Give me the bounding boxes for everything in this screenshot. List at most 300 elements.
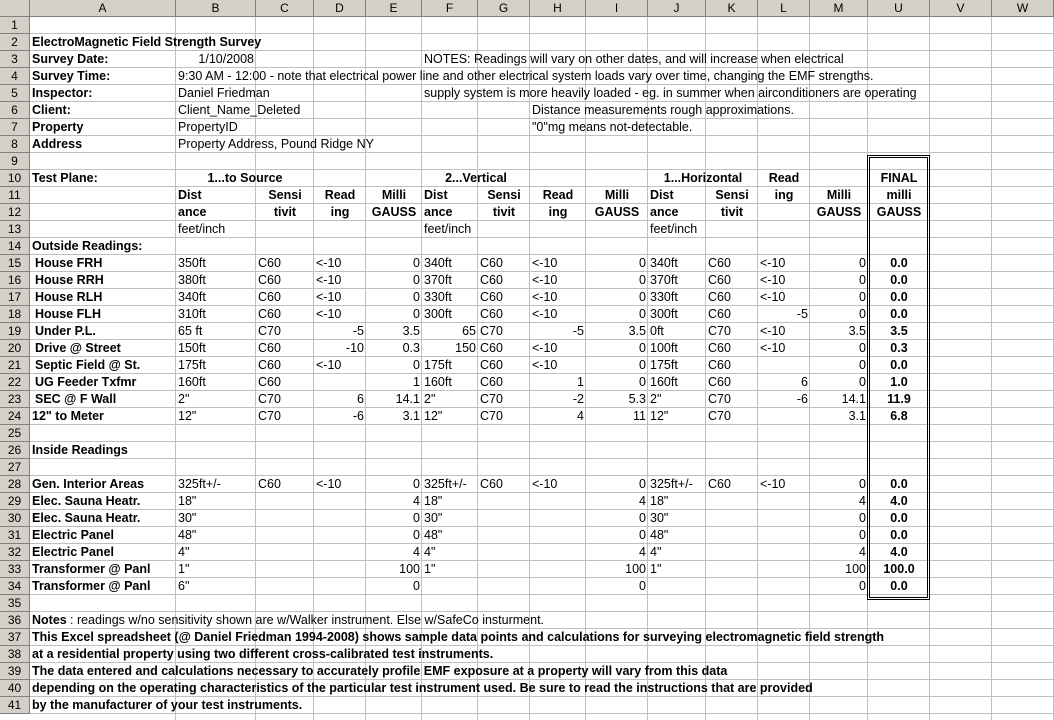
cell-d24[interactable]: -6 <box>352 409 364 423</box>
cell-l11[interactable]: ing <box>774 188 794 202</box>
cell-c28[interactable]: C60 <box>258 477 281 491</box>
column-header-l[interactable]: L <box>758 0 810 17</box>
cell-l22[interactable]: 6 <box>801 375 808 389</box>
cell-b13[interactable]: feet/inch <box>178 222 226 236</box>
sheet-title[interactable]: ElectroMagnetic Field Strength Survey <box>32 35 262 49</box>
cell-f24[interactable]: 12" <box>424 409 443 423</box>
column-header-m[interactable]: M <box>810 0 868 17</box>
cell-h6[interactable]: Distance measurements rough approximations. <box>532 103 794 117</box>
footer-line-38[interactable]: at a residential property using two different cross-calibrated test instruments. <box>32 647 494 661</box>
cell-i20[interactable]: 0 <box>639 341 646 355</box>
row-label[interactable]: House FLH <box>35 307 101 321</box>
cell-e31[interactable]: 0 <box>413 528 420 542</box>
cell-j34[interactable] <box>648 578 652 595</box>
cell-k22[interactable]: C60 <box>708 375 731 389</box>
cell-l29[interactable] <box>758 493 810 510</box>
cell-a7[interactable]: Property <box>32 120 84 134</box>
cell-l15[interactable]: <-10 <box>760 256 786 270</box>
cell-h17[interactable]: <-10 <box>532 290 558 304</box>
cell-c20[interactable]: C60 <box>258 341 281 355</box>
cell-h7[interactable]: "0"mg means not-detectable. <box>532 120 693 134</box>
row-header-6[interactable]: 6 <box>0 102 30 119</box>
cell-m11[interactable]: Milli <box>826 188 852 202</box>
cell-e22[interactable]: 1 <box>413 375 420 389</box>
cell-f12[interactable]: ance <box>424 205 453 219</box>
row-header-26[interactable]: 26 <box>0 442 30 459</box>
cell-g23[interactable]: C70 <box>480 392 503 406</box>
row-header-28[interactable]: 28 <box>0 476 30 493</box>
cell-f16[interactable]: 370ft <box>424 273 452 287</box>
cell-i15[interactable]: 0 <box>639 256 646 270</box>
cell-i33[interactable]: 100 <box>625 562 646 576</box>
final-value[interactable]: 6.8 <box>890 409 908 423</box>
cell-d19[interactable]: -5 <box>352 324 364 338</box>
row-label[interactable]: Drive @ Street <box>35 341 121 355</box>
cell-g21[interactable]: C60 <box>480 358 503 372</box>
cell-l19[interactable]: <-10 <box>760 324 786 338</box>
cell-e23[interactable]: 14.1 <box>395 392 420 406</box>
final-value[interactable]: 100.0 <box>883 562 915 576</box>
row-header-29[interactable]: 29 <box>0 493 30 510</box>
cell-g22[interactable]: C60 <box>480 375 503 389</box>
cell-b15[interactable]: 350ft <box>178 256 206 270</box>
cell-c30[interactable] <box>256 510 260 527</box>
cell-j32[interactable]: 4" <box>650 545 662 559</box>
cell-m20[interactable]: 0 <box>859 341 866 355</box>
cell-h33[interactable] <box>530 561 586 578</box>
cell-g29[interactable] <box>478 493 482 510</box>
cell-u12[interactable]: GAUSS <box>876 205 922 219</box>
cell-u10[interactable]: FINAL <box>880 171 918 185</box>
cell-l17[interactable]: <-10 <box>760 290 786 304</box>
cell-a6[interactable]: Client: <box>32 103 71 117</box>
final-value[interactable]: 3.5 <box>890 324 908 338</box>
row-label[interactable]: House RLH <box>35 290 103 304</box>
cell-d20[interactable]: -10 <box>345 341 364 355</box>
cell-k30[interactable] <box>706 510 710 527</box>
column-header-e[interactable]: E <box>366 0 422 17</box>
cell-k15[interactable]: C60 <box>708 256 731 270</box>
cell-d29[interactable] <box>314 493 366 510</box>
row-header-19[interactable]: 19 <box>0 323 30 340</box>
row-header-23[interactable]: 23 <box>0 391 30 408</box>
cell-c15[interactable]: C60 <box>258 256 281 270</box>
cell-m12[interactable]: GAUSS <box>816 205 862 219</box>
cell-k33[interactable] <box>706 561 710 578</box>
cell-i23[interactable]: 5.3 <box>628 392 646 406</box>
cell-k17[interactable]: C60 <box>708 290 731 304</box>
cell-j28[interactable]: 325ft+/- <box>650 477 693 491</box>
row-header-4[interactable]: 4 <box>0 68 30 85</box>
row-header-1[interactable]: 1 <box>0 17 30 34</box>
column-header-u[interactable]: U <box>868 0 930 17</box>
row-label[interactable]: SEC @ F Wall <box>35 392 117 406</box>
cell-f17[interactable]: 330ft <box>424 290 452 304</box>
final-value[interactable]: 0.0 <box>890 358 908 372</box>
cell-e30[interactable]: 0 <box>413 511 420 525</box>
row-label[interactable]: House RRH <box>35 273 104 287</box>
cell-f23[interactable]: 2" <box>424 392 436 406</box>
cell-b16[interactable]: 380ft <box>178 273 206 287</box>
cell-j18[interactable]: 300ft <box>650 307 678 321</box>
row-header-12[interactable]: 12 <box>0 204 30 221</box>
cell-b33[interactable]: 1" <box>178 562 190 576</box>
cell-i31[interactable]: 0 <box>639 528 646 542</box>
cell-b31[interactable]: 48" <box>178 528 197 542</box>
cell-c24[interactable]: C70 <box>258 409 281 423</box>
row-label[interactable]: UG Feeder Txfmr <box>35 375 137 389</box>
cell-j17[interactable]: 330ft <box>650 290 678 304</box>
cell-h23[interactable]: -2 <box>572 392 584 406</box>
cell-b22[interactable]: 160ft <box>178 375 206 389</box>
cell-b23[interactable]: 2" <box>178 392 190 406</box>
cell-i17[interactable]: 0 <box>639 290 646 304</box>
row-header-41[interactable]: 41 <box>0 697 30 714</box>
column-header-j[interactable]: J <box>648 0 706 17</box>
cell-h31[interactable] <box>530 527 586 544</box>
row-header-10[interactable]: 10 <box>0 170 30 187</box>
cell-m29[interactable]: 4 <box>859 494 866 508</box>
cell-k12[interactable]: tivit <box>720 205 744 219</box>
cell-e28[interactable]: 0 <box>413 477 420 491</box>
cell-b17[interactable]: 340ft <box>178 290 206 304</box>
cell-m17[interactable]: 0 <box>859 290 866 304</box>
cell-l30[interactable] <box>758 510 810 527</box>
row-label[interactable]: Transformer @ Panl <box>32 562 151 576</box>
row-label[interactable]: Gen. Interior Areas <box>32 477 145 491</box>
cell-h30[interactable] <box>530 510 586 527</box>
cell-j31[interactable]: 48" <box>650 528 669 542</box>
final-value[interactable]: 0.0 <box>890 579 908 593</box>
cell-c31[interactable] <box>256 527 260 544</box>
footer-line-37[interactable]: This Excel spreadsheet (@ Daniel Friedman 1994-2008) shows sample data points and calculations for surveying electromagnetic field strength <box>32 630 885 644</box>
cell-e11[interactable]: Milli <box>381 188 407 202</box>
cell-f5[interactable]: supply system is more heavily loaded - eg. in summer when airconditioners are operating <box>424 86 917 100</box>
cell-f28[interactable]: 325ft+/- <box>424 477 467 491</box>
final-value[interactable]: 0.0 <box>890 528 908 542</box>
cell-b10[interactable]: 1...to Source <box>207 171 283 185</box>
row-header-37[interactable]: 37 <box>0 629 30 646</box>
cell-d31[interactable] <box>314 527 366 544</box>
cell-l23[interactable]: -6 <box>796 392 808 406</box>
row-header-34[interactable]: 34 <box>0 578 30 595</box>
cell-g30[interactable] <box>478 510 482 527</box>
row-label[interactable]: Elec. Sauna Heatr. <box>32 494 141 508</box>
cell-c18[interactable]: C60 <box>258 307 281 321</box>
cell-h18[interactable]: <-10 <box>532 307 558 321</box>
column-header-i[interactable]: I <box>586 0 648 17</box>
cell-d17[interactable]: <-10 <box>316 290 342 304</box>
cell-k23[interactable]: C70 <box>708 392 731 406</box>
cell-f3[interactable]: NOTES: Readings will vary on other dates, and will increase when electrical <box>424 52 844 66</box>
cell-h32[interactable] <box>530 544 586 561</box>
column-header-f[interactable]: F <box>422 0 478 17</box>
cell-f32[interactable]: 4" <box>424 545 436 559</box>
final-value[interactable]: 0.0 <box>890 477 908 491</box>
cell-c22[interactable]: C60 <box>258 375 281 389</box>
column-header-v[interactable]: V <box>930 0 992 17</box>
final-value[interactable]: 0.0 <box>890 256 908 270</box>
column-header-h[interactable]: H <box>530 0 586 17</box>
cell-c16[interactable]: C60 <box>258 273 281 287</box>
cell-i16[interactable]: 0 <box>639 273 646 287</box>
cell-h12[interactable]: ing <box>548 205 568 219</box>
cell-k20[interactable]: C60 <box>708 341 731 355</box>
cell-d23[interactable]: 6 <box>357 392 364 406</box>
cell-e18[interactable]: 0 <box>413 307 420 321</box>
cell-b7[interactable]: PropertyID <box>178 120 238 134</box>
cell-l20[interactable]: <-10 <box>760 341 786 355</box>
cell-j23[interactable]: 2" <box>650 392 662 406</box>
cell-b5[interactable]: Daniel Friedman <box>178 86 270 100</box>
cell-m15[interactable]: 0 <box>859 256 866 270</box>
cell-f18[interactable]: 300ft <box>424 307 452 321</box>
cell-b4[interactable]: 9:30 AM - 12:00 - note that electrical power line and other electrical system loads vary over time, changing the EMF strengths. <box>178 69 874 83</box>
row-header-25[interactable]: 25 <box>0 425 30 442</box>
cell-d34[interactable] <box>314 578 366 595</box>
cell-h19[interactable]: -5 <box>572 324 584 338</box>
cell-h34[interactable] <box>530 578 586 595</box>
cell-h22[interactable]: 1 <box>577 375 584 389</box>
cell-e32[interactable]: 4 <box>413 545 420 559</box>
cell-m22[interactable]: 0 <box>859 375 866 389</box>
cell-f22[interactable]: 160ft <box>424 375 452 389</box>
cell-b28[interactable]: 325ft+/- <box>178 477 221 491</box>
cell-g11[interactable]: Sensi <box>487 188 521 202</box>
cell-i34[interactable]: 0 <box>639 579 646 593</box>
cell-f34[interactable] <box>422 578 426 595</box>
row-header-31[interactable]: 31 <box>0 527 30 544</box>
column-header-c[interactable]: C <box>256 0 314 17</box>
cell-m28[interactable]: 0 <box>859 477 866 491</box>
cell-l21[interactable] <box>758 357 810 374</box>
cell-d18[interactable]: <-10 <box>316 307 342 321</box>
cell-e33[interactable]: 100 <box>399 562 420 576</box>
row-header-32[interactable]: 32 <box>0 544 30 561</box>
cell-l33[interactable] <box>758 561 810 578</box>
cell-g24[interactable]: C70 <box>480 409 503 423</box>
final-value[interactable]: 0.0 <box>890 511 908 525</box>
cell-d16[interactable]: <-10 <box>316 273 342 287</box>
cell-i21[interactable]: 0 <box>639 358 646 372</box>
footer-line-41[interactable]: by the manufacturer of your test instruments. <box>32 698 303 712</box>
cell-f15[interactable]: 340ft <box>424 256 452 270</box>
row-header-3[interactable]: 3 <box>0 51 30 68</box>
cell-e16[interactable]: 0 <box>413 273 420 287</box>
final-value[interactable]: 0.0 <box>890 290 908 304</box>
cell-k31[interactable] <box>706 527 710 544</box>
row-header-39[interactable]: 39 <box>0 663 30 680</box>
cell-c21[interactable]: C60 <box>258 358 281 372</box>
cell-b34[interactable]: 6" <box>178 579 190 593</box>
cell-a10[interactable]: Test Plane: <box>32 171 98 185</box>
cell-m30[interactable]: 0 <box>859 511 866 525</box>
cell-k34[interactable] <box>706 578 710 595</box>
cell-g18[interactable]: C60 <box>480 307 503 321</box>
cell-m18[interactable]: 0 <box>859 307 866 321</box>
cell-b24[interactable]: 12" <box>178 409 197 423</box>
cell-k19[interactable]: C70 <box>708 324 731 338</box>
section-inside-readings[interactable]: Inside Readings <box>32 443 128 457</box>
row-header-15[interactable]: 15 <box>0 255 30 272</box>
cell-l10[interactable]: Read <box>768 171 800 185</box>
cell-d33[interactable] <box>314 561 366 578</box>
cell-c12[interactable]: tivit <box>273 205 297 219</box>
cell-d21[interactable]: <-10 <box>316 358 342 372</box>
row-header-18[interactable]: 18 <box>0 306 30 323</box>
row-header-36[interactable]: 36 <box>0 612 30 629</box>
cell-l28[interactable]: <-10 <box>760 477 786 491</box>
cell-d11[interactable]: Read <box>324 188 356 202</box>
cell-e21[interactable]: 0 <box>413 358 420 372</box>
cell-l16[interactable]: <-10 <box>760 273 786 287</box>
cell-f33[interactable]: 1" <box>424 562 436 576</box>
cell-b19[interactable]: 65 ft <box>178 324 203 338</box>
cell-c23[interactable]: C70 <box>258 392 281 406</box>
row-header-2[interactable]: 2 <box>0 34 30 51</box>
cell-l24[interactable] <box>758 408 810 425</box>
cell-e29[interactable]: 4 <box>413 494 420 508</box>
final-value[interactable]: 4.0 <box>890 545 908 559</box>
cell-k29[interactable] <box>706 493 710 510</box>
cell-c32[interactable] <box>256 544 260 561</box>
cell-e34[interactable]: 0 <box>413 579 420 593</box>
cell-d22[interactable] <box>314 374 366 391</box>
cell-f29[interactable]: 18" <box>424 494 443 508</box>
row-label[interactable]: Under P.L. <box>35 324 96 338</box>
cell-g20[interactable]: C60 <box>480 341 503 355</box>
cell-e12[interactable]: GAUSS <box>371 205 417 219</box>
cell-l34[interactable] <box>758 578 810 595</box>
cell-l31[interactable] <box>758 527 810 544</box>
cell-m16[interactable]: 0 <box>859 273 866 287</box>
column-header-w[interactable]: W <box>992 0 1054 17</box>
cell-m24[interactable]: 3.1 <box>848 409 866 423</box>
cell-d32[interactable] <box>314 544 366 561</box>
row-header-11[interactable]: 11 <box>0 187 30 204</box>
column-header-g[interactable]: G <box>478 0 530 17</box>
final-value[interactable]: 11.9 <box>887 392 911 406</box>
row-header-22[interactable]: 22 <box>0 374 30 391</box>
row-header-30[interactable]: 30 <box>0 510 30 527</box>
row-header-40[interactable]: 40 <box>0 680 30 697</box>
cell-c29[interactable] <box>256 493 260 510</box>
cell-m33[interactable]: 100 <box>845 562 866 576</box>
cell-k18[interactable]: C60 <box>708 307 731 321</box>
cell-k16[interactable]: C60 <box>708 273 731 287</box>
cell-m21[interactable]: 0 <box>859 358 866 372</box>
cell-b18[interactable]: 310ft <box>178 307 206 321</box>
cell-e17[interactable]: 0 <box>413 290 420 304</box>
row-label[interactable]: Elec. Sauna Heatr. <box>32 511 141 525</box>
cell-k11[interactable]: Sensi <box>715 188 749 202</box>
cell-u11[interactable]: milli <box>886 188 912 202</box>
row-header-5[interactable]: 5 <box>0 85 30 102</box>
cell-i28[interactable]: 0 <box>639 477 646 491</box>
cell-f20[interactable]: 150 <box>455 341 476 355</box>
row-header-21[interactable]: 21 <box>0 357 30 374</box>
cell-m32[interactable]: 4 <box>859 545 866 559</box>
footer-line-40[interactable]: depending on the operating characteristics of the particular test instrument used. Be sure to read the instructions that are provided <box>32 681 813 695</box>
row-header-33[interactable]: 33 <box>0 561 30 578</box>
cell-e15[interactable]: 0 <box>413 256 420 270</box>
cell-b6[interactable]: Client_Name_Deleted <box>178 103 301 117</box>
cell-d12[interactable]: ing <box>330 205 350 219</box>
cell-h28[interactable]: <-10 <box>532 477 558 491</box>
cell-k28[interactable]: C60 <box>708 477 731 491</box>
row-header-35[interactable]: 35 <box>0 595 30 612</box>
final-value[interactable]: 0.0 <box>890 307 908 321</box>
row-label[interactable]: Transformer @ Panl <box>32 579 151 593</box>
cell-d28[interactable]: <-10 <box>316 477 342 491</box>
cell-l18[interactable]: -5 <box>796 307 808 321</box>
cell-g28[interactable]: C60 <box>480 477 503 491</box>
row-header-24[interactable]: 24 <box>0 408 30 425</box>
cell-e20[interactable]: 0.3 <box>402 341 420 355</box>
cell-j33[interactable]: 1" <box>650 562 662 576</box>
cell-g17[interactable]: C60 <box>480 290 503 304</box>
cell-m23[interactable]: 14.1 <box>841 392 866 406</box>
cell-f21[interactable]: 175ft <box>424 358 452 372</box>
cell-b20[interactable]: 150ft <box>178 341 206 355</box>
cell-i30[interactable]: 0 <box>639 511 646 525</box>
cell-a8[interactable]: Address <box>32 137 83 151</box>
cell-b29[interactable]: 18" <box>178 494 197 508</box>
cell-i18[interactable]: 0 <box>639 307 646 321</box>
cell-b3[interactable]: 1/10/2008 <box>198 52 254 66</box>
cell-i22[interactable]: 0 <box>639 375 646 389</box>
cell-g32[interactable] <box>478 544 482 561</box>
cell-m19[interactable]: 3.5 <box>848 324 866 338</box>
cell-j10[interactable]: 1...Horizontal <box>663 171 743 185</box>
cell-j12[interactable]: ance <box>650 205 679 219</box>
cell-i29[interactable]: 4 <box>639 494 646 508</box>
cell-h24[interactable]: 4 <box>577 409 584 423</box>
cell-k21[interactable]: C60 <box>708 358 731 372</box>
cell-j11[interactable]: Dist <box>650 188 674 202</box>
section-outside-readings[interactable]: Outside Readings: <box>32 239 143 253</box>
cell-a36[interactable]: Notes <box>32 613 67 627</box>
cell-b30[interactable]: 30" <box>178 511 197 525</box>
cell-b32[interactable]: 4" <box>178 545 190 559</box>
cell-g12[interactable]: tivit <box>492 205 516 219</box>
cell-g33[interactable] <box>478 561 482 578</box>
cell-d30[interactable] <box>314 510 366 527</box>
cell-m31[interactable]: 0 <box>859 528 866 542</box>
cell-j15[interactable]: 340ft <box>650 256 678 270</box>
cell-h21[interactable]: <-10 <box>532 358 558 372</box>
row-label[interactable]: Electric Panel <box>32 545 114 559</box>
cell-h16[interactable]: <-10 <box>532 273 558 287</box>
footer-line-39[interactable]: The data entered and calculations necessary to accurately profile EMF exposure at a property will vary from this data <box>32 664 728 678</box>
column-header-b[interactable]: B <box>176 0 256 17</box>
row-header-13[interactable]: 13 <box>0 221 30 238</box>
cell-c19[interactable]: C70 <box>258 324 281 338</box>
cell-b21[interactable]: 175ft <box>178 358 206 372</box>
cell-f10[interactable]: 2...Vertical <box>445 171 507 185</box>
cell-g34[interactable] <box>478 578 482 595</box>
cell-g19[interactable]: C70 <box>480 324 503 338</box>
row-header-20[interactable]: 20 <box>0 340 30 357</box>
final-value[interactable]: 0.0 <box>890 273 908 287</box>
cell-k24[interactable]: C70 <box>708 409 731 423</box>
final-value[interactable]: 0.3 <box>890 341 908 355</box>
cell-i32[interactable]: 4 <box>639 545 646 559</box>
row-header-17[interactable]: 17 <box>0 289 30 306</box>
row-label[interactable]: 12" to Meter <box>32 409 104 423</box>
cell-h20[interactable]: <-10 <box>532 341 558 355</box>
row-header-8[interactable]: 8 <box>0 136 30 153</box>
